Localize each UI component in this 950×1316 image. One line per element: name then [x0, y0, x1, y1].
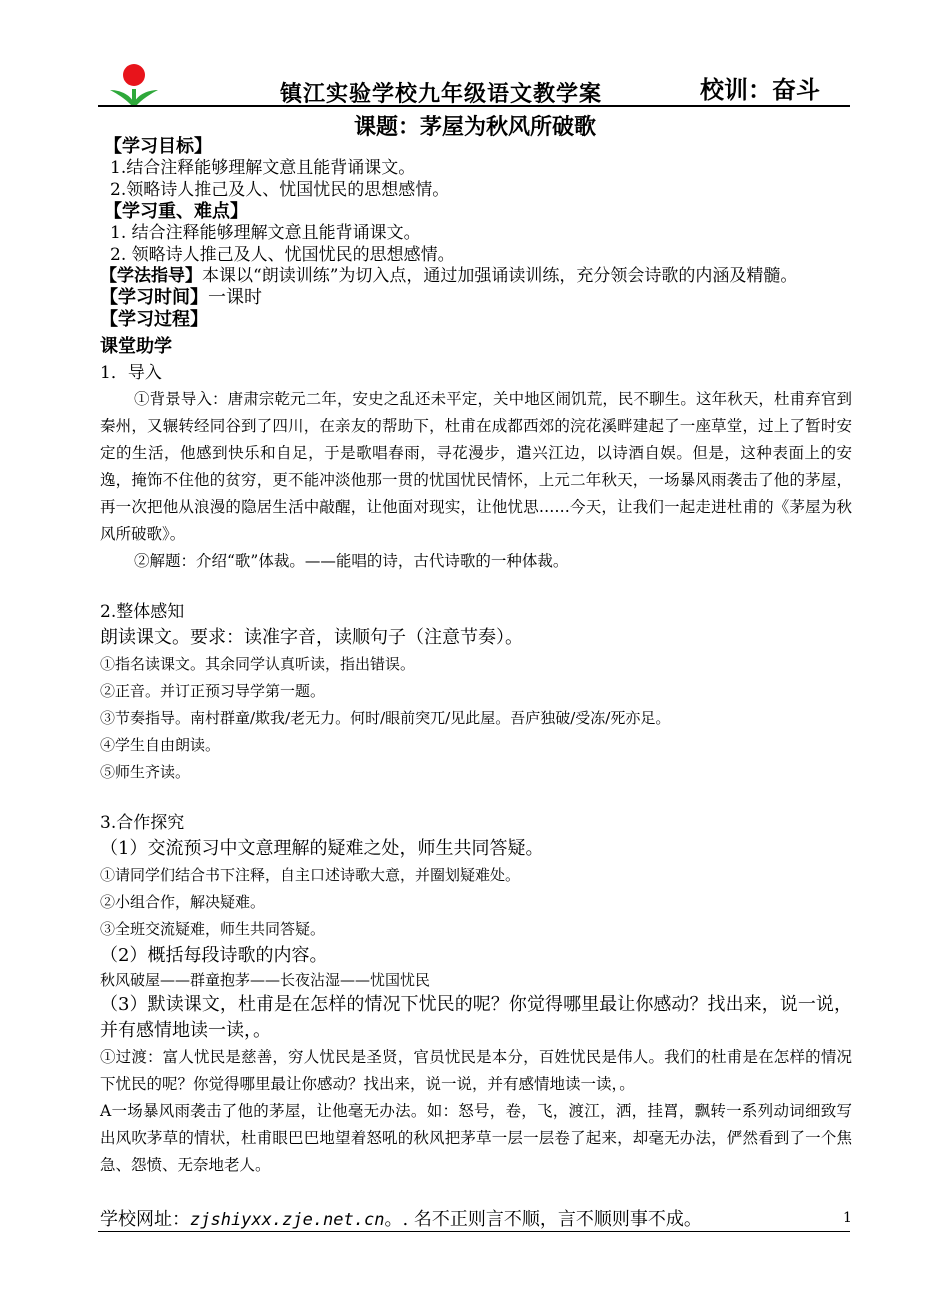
process-heading: 【学习过程】: [100, 309, 208, 330]
page-number: 1: [843, 1210, 852, 1226]
lesson-content: [100, 136, 852, 1179]
explore-q1-step: ③全班交流疑难，师生共同答疑。: [100, 920, 326, 938]
explore-q1-step: ①请同学们结合书下注释，自主口述诗歌大意，并圈划疑难处。: [100, 866, 521, 884]
explore-q1-step: ②小组合作，解决疑难。: [100, 893, 266, 911]
goal-item: 1.结合注释能够理解文意且能背诵课文。: [110, 158, 416, 178]
explore-answer-a: A一场暴风雨袭击了他的茅屋，让他毫无办法。如：怒号，卷，飞，渡江，洒，挂罥，飘转一系列动词细致写出风吹茅草的情状，杜甫眼巴巴地望着怒吼的秋风把茅草一层一层卷了起来，却毫无办法，俨然看到了一个焦急、怨愤、无奈地老人。: [100, 1102, 852, 1174]
method-guidance: [100, 266, 852, 287]
overall-step: ③节奏指导。南村群童/欺我/老无力。何时/眼前突兀/见此屋。吾庐独破/受冻/死亦足。: [100, 709, 671, 727]
goals-heading: 【学习目标】: [104, 136, 212, 157]
explore-heading: 3.合作探究: [100, 813, 185, 833]
explore-q3: （3）默读课文，杜甫是在怎样的情况下忧民的呢？你觉得哪里最让你感动？找出来，说一说，并有感情地读一读，。: [100, 994, 852, 1041]
method-label: 【学法指导】: [100, 266, 202, 286]
overall-step: ②正音。并订正预习导学第一题。: [100, 682, 326, 700]
keypoints-heading: 【学习重、难点】: [104, 201, 248, 222]
intro-background: ①背景导入：唐肃宗乾元二年，安史之乱还未平定，关中地区闹饥荒，民不聊生。这年秋天，杜甫弃官到秦州，又辗转经同谷到了四川，在亲友的帮助下，杜甫在成都西郊的浣花溪畔建起了一座草堂，过上了暂时安定的生活，他感到快乐和自足，于是歌唱春雨，寻花漫步，遣兴江边，以诗酒自娱。但是，这种表面上的安逸，掩饰不住他的贫穷，更不能冲淡他那一贯的忧国忧民情怀，上元二年秋天，一场暴风雨袭击了他的茅屋，再一次把他从浪漫的隐居生活中敲醒，让他面对现实，让他忧思……今天，让我们一起走进杜甫的《茅屋为秋风所破歌》。: [100, 390, 852, 543]
overall-step: ①指名读课文。其余同学认真听读，指出错误。: [100, 655, 416, 673]
footer-divider: [98, 1231, 850, 1232]
time-label: 【学习时间】: [100, 287, 208, 308]
footer-label: 学校网址：: [100, 1209, 190, 1230]
explore-q1: （1）交流预习中文意理解的疑难之处，师生共同答疑。: [100, 838, 544, 859]
study-time: [100, 287, 852, 309]
keypoint-item: 1. 结合注释能够理解文意且能背诵课文。: [110, 223, 421, 243]
explore-q2-answer: 秋风破屋——群童抱茅——长夜沾湿——忧国忧民: [100, 971, 431, 989]
school-url-link[interactable]: zjshiyxx.zje.net.cn: [190, 1210, 385, 1230]
keypoint-item: 2. 领略诗人推己及人、忧国忧民的思想感情。: [110, 245, 455, 265]
school-name: 镇江实验学校九年级语文教学案: [280, 81, 603, 107]
intro-heading: 1．导入: [100, 363, 162, 383]
overall-heading: 2.整体感知: [100, 602, 185, 622]
school-logo-icon: [108, 63, 160, 109]
explore-transition: ①过渡：富人忧民是慈善，穷人忧民是圣贤，官员忧民是本分，百姓忧民是伟人。我们的杜甫是在怎样的情况下忧民的呢？你觉得哪里最让你感动？找出来，说一说，并有感情地读一读，。: [100, 1048, 852, 1093]
time-text: 一课时: [208, 287, 262, 308]
method-text: 本课以“朗读训练”为切入点，通过加强诵读训练，充分领会诗歌的内涵及精髓。: [202, 266, 798, 286]
overall-step: ⑤师生齐读。: [100, 763, 191, 781]
goal-item: 2.领略诗人推己及人、忧国忧民的思想感情。: [110, 180, 450, 200]
explore-q2: （2）概括每段诗歌的内容。: [100, 945, 328, 966]
footer-motto: 。. 名不正则言不顺，言不顺则事不成。: [384, 1209, 702, 1230]
overall-step: ④学生自由朗读。: [100, 736, 221, 754]
lesson-title: 课题：茅屋为秋风所破歌: [353, 114, 596, 140]
header-divider: [98, 105, 850, 107]
footer: [100, 1205, 702, 1231]
school-motto: 校训：奋斗: [700, 75, 820, 104]
intro-explain: ②解题：介绍“歌”体裁。——能唱的诗，古代诗歌的一种体裁。: [134, 552, 569, 570]
overall-requirement: 朗读课文。要求：读准字音，读顺句子（注意节奏）。: [100, 627, 523, 648]
class-heading: 课堂助学: [100, 336, 172, 357]
